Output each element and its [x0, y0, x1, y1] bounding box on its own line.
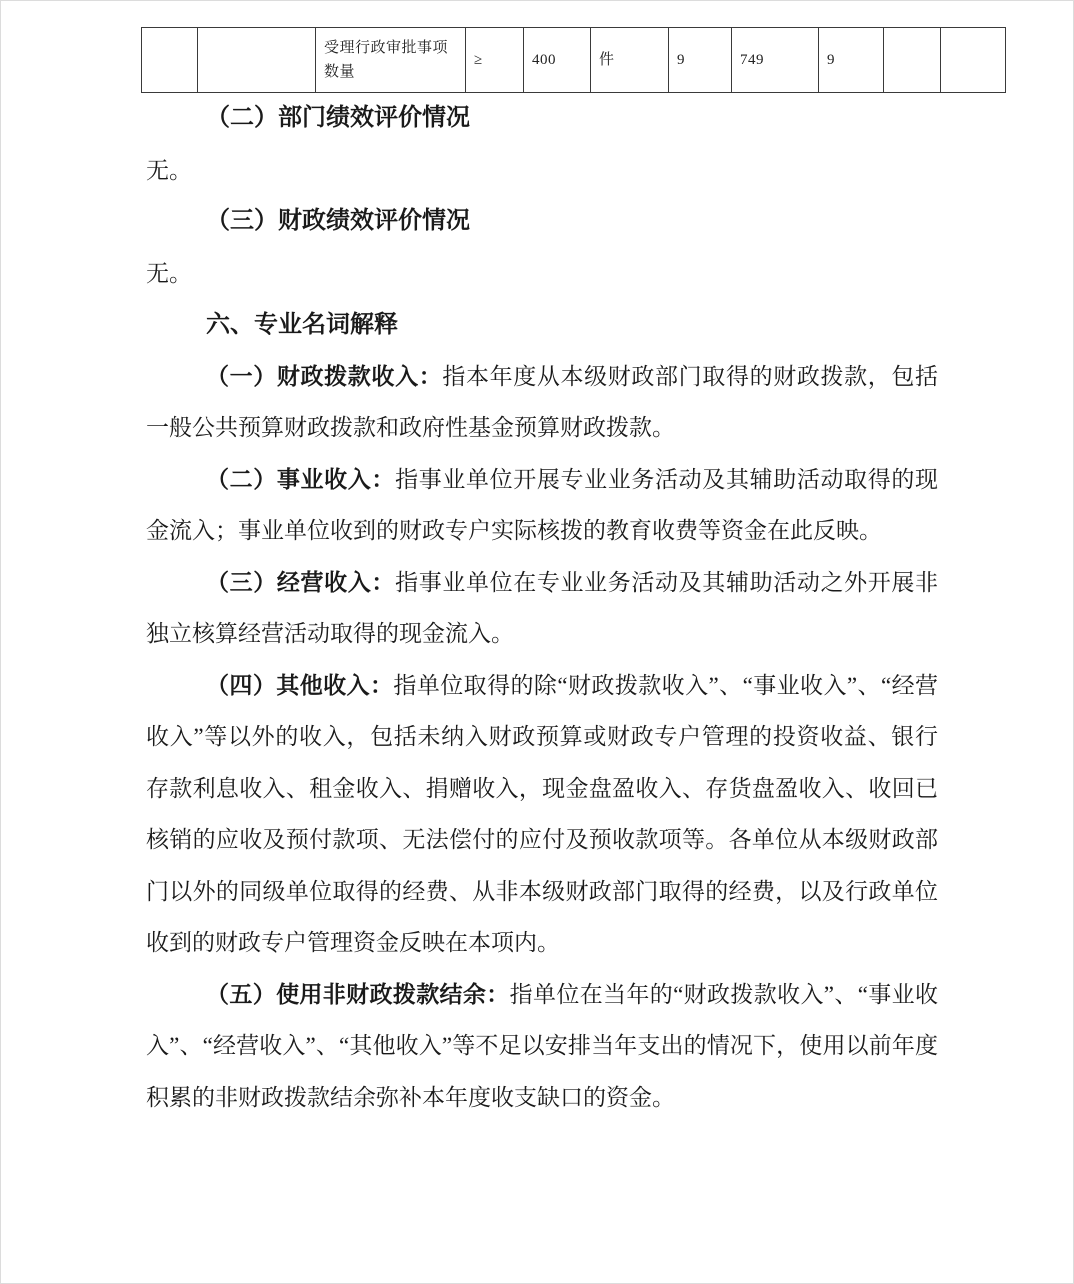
table-cell-blank-1 — [142, 28, 198, 93]
term-lead: （四）其他收入： — [206, 672, 394, 698]
term-body: 指本年度从本级财政部门取得的财政拨款，包括一般公共预算财政拨款和政府性基金预算财政拨款。 — [146, 363, 939, 440]
fiscal-eval-none-text: 无。 — [146, 260, 192, 286]
table-cell-score-1: 9 — [669, 28, 732, 93]
table-cell-target-value: 400 — [524, 28, 591, 93]
term-body: 指事业单位在专业业务活动及其辅助活动之外开展非独立核算经营活动取得的现金流入。 — [146, 569, 939, 646]
document-body — [146, 93, 938, 1123]
table-cell-actual-value: 749 — [732, 28, 819, 93]
table-row — [142, 28, 1006, 93]
term-paragraph-fiscal-appropriation-income — [146, 351, 938, 454]
term-body: 指单位在当年的“财政拨款收入”、“事业收入”、“经营收入”、“其他收入”等不足以安排当年支出的情况下，使用以前年度积累的非财政拨款结余弥补本年度收支缺口的资金。 — [146, 981, 938, 1110]
term-lead: （三）经营收入： — [206, 569, 396, 595]
performance-indicator-table — [141, 27, 1006, 93]
table-cell-indicator-name: 受理行政审批事项数量 — [316, 28, 466, 93]
term-paragraph-operating-income — [146, 557, 938, 660]
term-lead: （五）使用非财政拨款结余： — [206, 981, 510, 1007]
term-paragraph-business-income — [146, 454, 938, 557]
dept-eval-none-text: 无。 — [146, 157, 192, 183]
table-cell-blank-3 — [884, 28, 941, 93]
section-heading-dept-eval: （二）部门绩效评价情况 — [206, 105, 470, 131]
term-lead: （一）财政拨款收入： — [206, 363, 443, 389]
term-body: 指单位取得的除“财政拨款收入”、“事业收入”、“经营收入”等以外的收入，包括未纳入财政预算或财政专户管理的投资收益、银行存款利息收入、租金收入、捐赠收入，现金盘盈收入、存货盘盈收入、收回已核销的应收及预付款项、无法偿付的应付及预收款项等。各单位从本级财政部门以外的同级单位取得的经费、从非本级财政部门取得的经费，以及行政单位收到的财政专户管理资金反映在本项内。 — [146, 672, 939, 955]
term-paragraph-non-fiscal-surplus — [146, 969, 938, 1124]
table-cell-blank-4 — [941, 28, 1006, 93]
table-cell-operator: ≥ — [466, 28, 524, 93]
section-heading-fiscal-eval: （三）财政绩效评价情况 — [206, 208, 470, 234]
term-paragraph-other-income — [146, 660, 938, 969]
term-body: 指事业单位开展专业业务活动及其辅助活动取得的现金流入；事业单位收到的财政专户实际核拨的教育收费等资金在此反映。 — [146, 466, 939, 543]
table-cell-blank-2 — [198, 28, 316, 93]
term-lead: （二）事业收入： — [206, 466, 396, 492]
table-cell-unit: 件 — [591, 28, 669, 93]
section-heading-glossary: 六、专业名词解释 — [206, 311, 398, 338]
table-cell-score-2: 9 — [819, 28, 884, 93]
